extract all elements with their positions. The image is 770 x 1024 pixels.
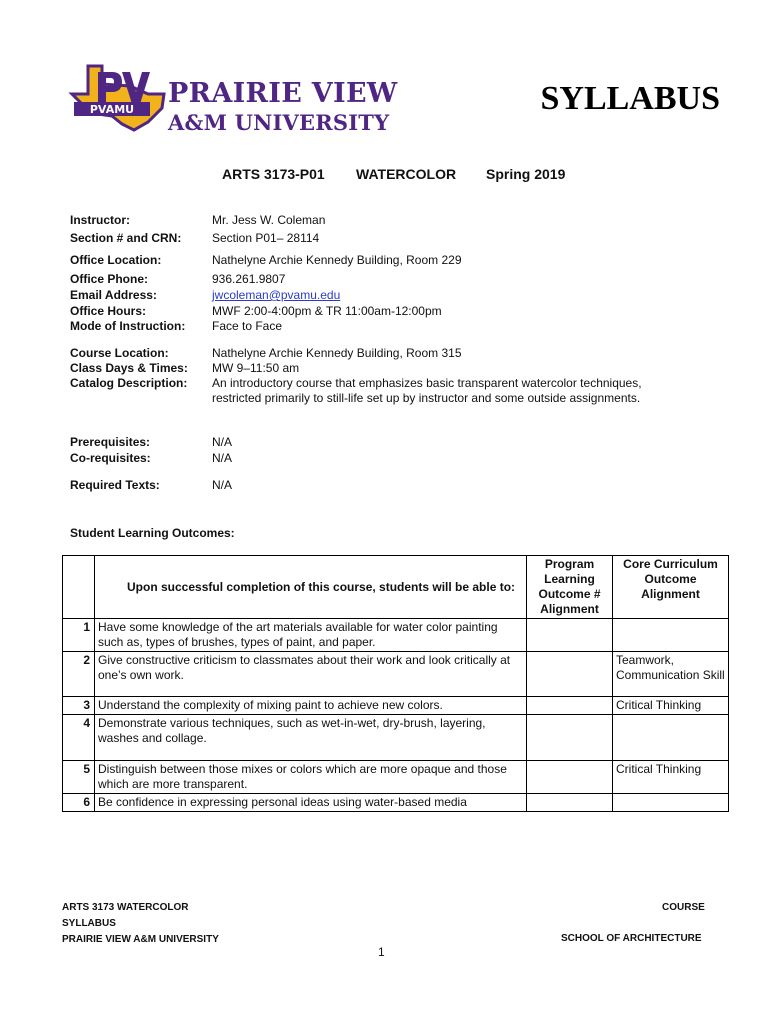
- course-code: ARTS 3173-P01: [222, 166, 325, 182]
- row-program: [527, 761, 613, 794]
- catalog-description-line2: restricted primarily to still-life set up by instructor and some outside assignments.: [212, 391, 641, 405]
- email-link[interactable]: jwcoleman@pvamu.edu: [212, 288, 341, 302]
- row-program: [527, 652, 613, 697]
- row-core: [613, 794, 729, 812]
- slo-heading: Student Learning Outcomes:: [70, 526, 235, 540]
- office-phone-value: 936.261.9807: [212, 272, 286, 286]
- footer-university: PRAIRIE VIEW A&M UNIVERSITY: [62, 934, 219, 945]
- catalog-description-line1: An introductory course that emphasizes basic transparent watercolor techniques,: [212, 376, 642, 390]
- logo-university-name: PRAIRIE VIEW: [168, 78, 398, 109]
- corequisites-value: N/A: [212, 451, 233, 465]
- mode-value: Face to Face: [212, 319, 283, 333]
- row-core: [613, 715, 729, 761]
- class-days-label: Class Days & Times:: [70, 361, 188, 375]
- course-term: Spring 2019: [486, 166, 566, 182]
- catalog-description-label: Catalog Description:: [70, 376, 188, 390]
- slo-program-header: Program Learning Outcome # Alignment: [527, 556, 613, 619]
- table-row: [63, 761, 729, 794]
- office-location-value: Nathelyne Archie Kennedy Building, Room 229: [212, 253, 462, 267]
- slo-core-header: Core Curriculum Outcome Alignment: [613, 556, 729, 619]
- course-name: WATERCOLOR: [356, 166, 457, 182]
- row-core: Critical Thinking: [613, 761, 729, 794]
- table-row: [63, 697, 729, 715]
- required-texts-value: N/A: [212, 478, 233, 492]
- row-outcome: Give constructive criticism to classmates about their work and look critically at one’s own work.: [95, 652, 527, 697]
- footer-doc: SYLLABUS: [62, 918, 116, 929]
- row-program: [527, 794, 613, 812]
- prerequisites-label: Prerequisites:: [70, 435, 151, 449]
- table-row: [63, 652, 729, 697]
- section-value: Section P01– 28114: [212, 231, 320, 245]
- required-texts-label: Required Texts:: [70, 478, 160, 492]
- office-hours-value: MWF 2:00-4:00pm & TR 11:00am-12:00pm: [212, 304, 442, 318]
- row-number: 6: [63, 794, 95, 812]
- email-label: Email Address:: [70, 288, 157, 302]
- footer-right-course: COURSE: [662, 902, 705, 913]
- slo-outcome-header: Upon successful completion of this course, students will be able to:: [95, 556, 527, 619]
- office-phone-label: Office Phone:: [70, 272, 149, 286]
- row-outcome: Distinguish between those mixes or colors which are more opaque and those which are more transparent.: [95, 761, 527, 794]
- footer-course: ARTS 3173 WATERCOLOR: [62, 902, 189, 913]
- logo-university-subname: A&M UNIVERSITY: [168, 110, 390, 135]
- document-title: SYLLABUS: [540, 80, 720, 117]
- svg-text:PVAMU: PVAMU: [89, 103, 135, 116]
- footer-right-school: SCHOOL OF ARCHITECTURE: [561, 933, 702, 944]
- course-location-value: Nathelyne Archie Kennedy Building, Room 315: [212, 346, 462, 360]
- row-outcome: Demonstrate various techniques, such as wet-in-wet, dry-brush, layering, washes and collage.: [95, 715, 527, 761]
- row-number: 5: [63, 761, 95, 794]
- row-outcome: Be confidence in expressing personal ideas using water-based media: [95, 794, 527, 812]
- corequisites-label: Co-requisites:: [70, 451, 151, 465]
- row-number: 1: [63, 619, 95, 652]
- row-program: [527, 619, 613, 652]
- slo-table: [62, 555, 729, 812]
- course-location-label: Course Location:: [70, 346, 169, 360]
- mode-label: Mode of Instruction:: [70, 319, 186, 333]
- texas-star-logo-icon: [68, 64, 168, 134]
- row-outcome: Understand the complexity of mixing paint to achieve new colors.: [95, 697, 527, 715]
- office-location-label: Office Location:: [70, 253, 162, 267]
- row-number: 2: [63, 652, 95, 697]
- prerequisites-value: N/A: [212, 435, 233, 449]
- row-program: [527, 715, 613, 761]
- row-number: 4: [63, 715, 95, 761]
- section-label: Section # and CRN:: [70, 231, 182, 245]
- row-number: 3: [63, 697, 95, 715]
- row-core: [613, 619, 729, 652]
- slo-header-row: [63, 556, 729, 619]
- table-row: [63, 794, 729, 812]
- table-row: [63, 619, 729, 652]
- row-core: Teamwork, Communication Skill: [613, 652, 729, 697]
- row-outcome: Have some knowledge of the art materials available for water color painting such as, types of brushes, types of paint, and paper.: [95, 619, 527, 652]
- class-days-value: MW 9–11:50 am: [212, 361, 300, 375]
- table-row: [63, 715, 729, 761]
- row-program: [527, 697, 613, 715]
- page-number: 1: [378, 945, 385, 959]
- footer-left: [62, 900, 219, 948]
- instructor-value: Mr. Jess W. Coleman: [212, 213, 326, 227]
- instructor-label: Instructor:: [70, 213, 130, 227]
- office-hours-label: Office Hours:: [70, 304, 147, 318]
- row-core: Critical Thinking: [613, 697, 729, 715]
- slo-num-header: [63, 556, 95, 619]
